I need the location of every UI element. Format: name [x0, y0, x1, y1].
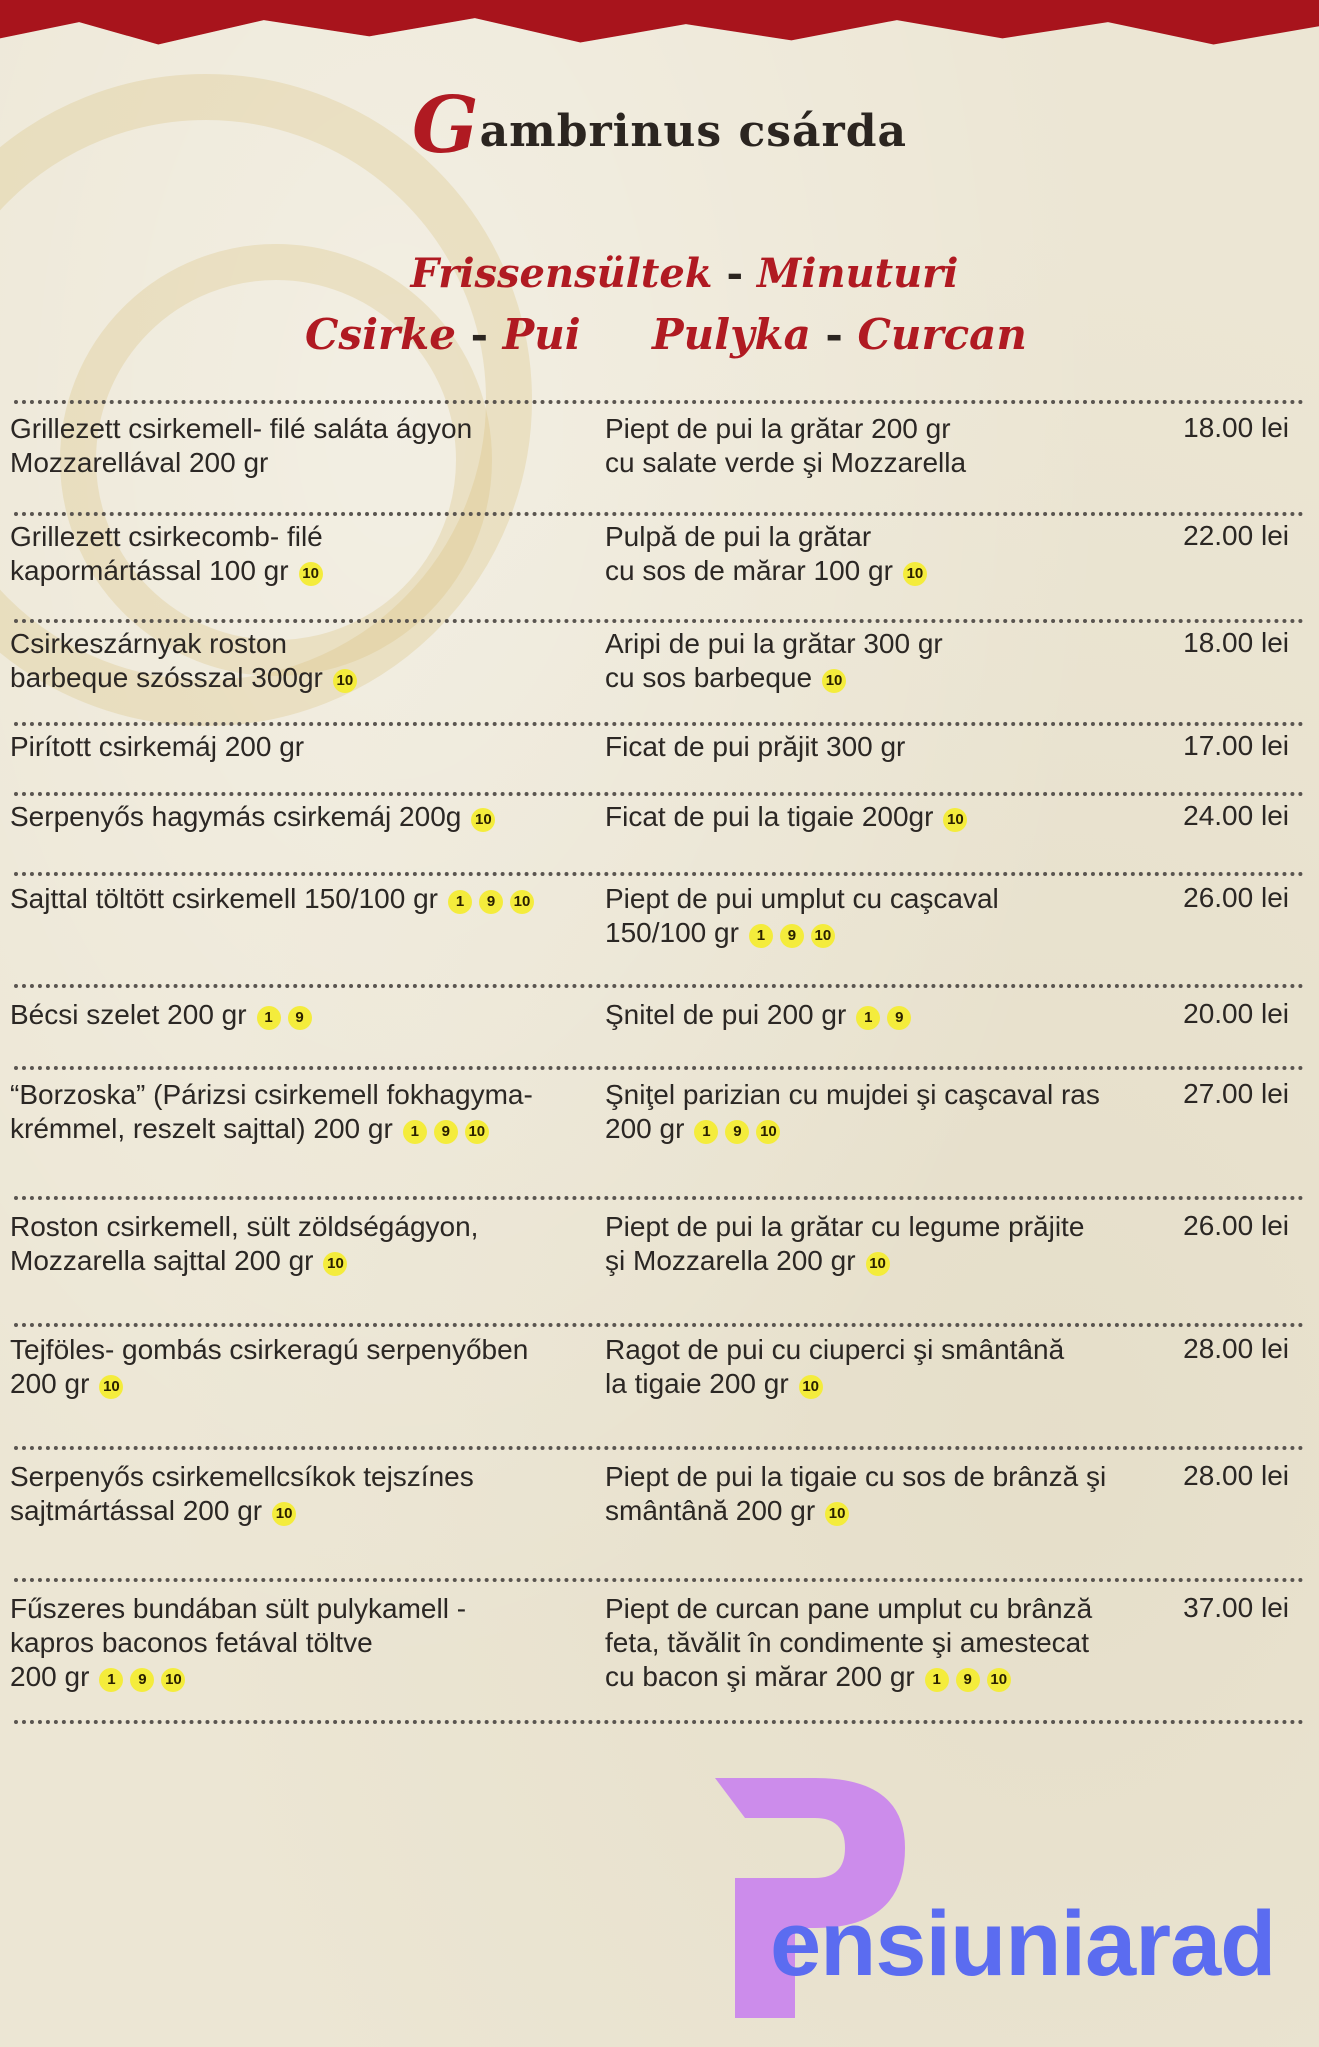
allergen-badges [925, 1662, 1018, 1696]
allergen-badges [749, 918, 842, 952]
item-price: 37.00 lei [1183, 1592, 1289, 1623]
allergen-badges [299, 556, 330, 590]
item-name-ro-line: Ficat de pui prăjit 300 gr [605, 731, 906, 762]
item-name-ro [605, 1592, 1150, 1696]
allergen-badge: 10 [471, 808, 495, 832]
dotted-separator [14, 1578, 1304, 1582]
allergen-badge: 10 [510, 890, 534, 914]
item-price: 22.00 lei [1183, 520, 1289, 551]
item-name-ro-line: Pulpă de pui la grătar [605, 521, 872, 552]
item-name-hu-line: 200 gr 10 [10, 1367, 580, 1403]
dotted-separator [14, 512, 1304, 516]
item-name-ro-line: feta, tăvălit în condimente şi amestecat [605, 1627, 1090, 1658]
allergen-badges [272, 1496, 303, 1530]
subheading-turkey: Pulyka - Curcan [652, 310, 1027, 359]
item-name-hu [10, 1592, 580, 1696]
item-name-hu [10, 882, 580, 918]
item-name-hu-line: kapormártással 100 gr 10 [10, 554, 580, 590]
item-name-hu [10, 800, 580, 836]
allergen-badges [943, 802, 974, 836]
allergen-badges [333, 663, 364, 697]
allergen-badge: 10 [299, 562, 323, 586]
allergen-badge: 9 [725, 1120, 749, 1144]
dotted-separator [14, 1323, 1304, 1327]
allergen-badge: 1 [749, 924, 773, 948]
item-name-ro-line: 150/100 gr 1 9 10 [605, 916, 1150, 952]
dotted-separator [14, 1446, 1304, 1450]
dotted-separator [14, 984, 1304, 988]
item-name-ro [605, 882, 1150, 952]
item-name-hu-line: barbeque szósszal 300gr 10 [10, 661, 580, 697]
restaurant-name-text: ambrinus csárda [479, 106, 907, 157]
item-price: 24.00 lei [1183, 800, 1289, 831]
item-price: 17.00 lei [1183, 730, 1289, 761]
allergen-badge: 1 [403, 1120, 427, 1144]
item-name-ro-line: Piept de curcan pane umplut cu brânză [605, 1593, 1093, 1624]
allergen-badges [799, 1369, 830, 1403]
dotted-separator [14, 1196, 1304, 1200]
item-name-ro-line: 200 gr 1 9 10 [605, 1112, 1150, 1148]
allergen-badges [257, 1000, 319, 1034]
item-name-ro-line: la tigaie 200 gr 10 [605, 1367, 1150, 1403]
allergen-badge: 1 [925, 1668, 949, 1692]
item-name-hu-line: Mozzarellával 200 gr [10, 447, 269, 478]
item-name-ro-line: smântână 200 gr 10 [605, 1494, 1150, 1530]
allergen-badge: 10 [822, 669, 846, 693]
allergen-badge: 10 [323, 1252, 347, 1276]
item-name-hu-line: “Borzoska” (Párizsi csirkemell fokhagyma- [10, 1079, 533, 1110]
item-name-ro-line: cu salate verde şi Mozzarella [605, 447, 967, 478]
item-name-ro [605, 627, 1150, 697]
item-name-ro [605, 730, 1150, 764]
item-name-hu [10, 1078, 580, 1148]
section-title-ro: Minuturi [756, 250, 959, 297]
item-name-hu-line: sajtmártással 200 gr 10 [10, 1494, 580, 1530]
dotted-separator [14, 792, 1304, 796]
item-name-ro-line: Piept de pui la tigaie cu sos de brânză şi [605, 1461, 1107, 1492]
item-price: 28.00 lei [1183, 1460, 1289, 1491]
item-name-hu [10, 1210, 580, 1280]
item-name-hu-line: kapros baconos fetával töltve [10, 1627, 373, 1658]
item-name-hu-line: Tejföles- gombás csirkeragú serpenyőben [10, 1334, 529, 1365]
allergen-badges [471, 802, 502, 836]
allergen-badge: 10 [161, 1668, 185, 1692]
item-name-hu-line: krémmel, reszelt sajttal) 200 gr 1 9 10 [10, 1112, 580, 1148]
section-title: Frissensültek - Minuturi [410, 250, 959, 297]
item-name-ro-line: cu bacon şi mărar 200 gr 1 9 10 [605, 1660, 1150, 1696]
item-price: 18.00 lei [1183, 412, 1289, 443]
allergen-badges [448, 884, 541, 918]
section-title-hu: Frissensültek [410, 250, 713, 297]
item-name-hu-line: Roston csirkemell, sült zöldségágyon, [10, 1211, 479, 1242]
item-name-hu-line: Mozzarella sajttal 200 gr 10 [10, 1244, 580, 1280]
item-name-hu [10, 520, 580, 590]
item-name-hu [10, 412, 580, 480]
item-name-hu-line: Grillezett csirkecomb- filé [10, 521, 323, 552]
allergen-badges [99, 1369, 130, 1403]
item-name-hu-line: Sajttal töltött csirkemell 150/100 gr 1 9 10 [10, 882, 580, 918]
allergen-badges [866, 1246, 897, 1280]
item-name-hu-line: Csirkeszárnyak roston [10, 628, 287, 659]
allergen-badge: 10 [799, 1375, 823, 1399]
item-name-ro-line: Piept de pui la grătar cu legume prăjite [605, 1211, 1085, 1242]
item-price: 26.00 lei [1183, 882, 1289, 913]
item-name-ro-line: Ficat de pui la tigaie 200gr 10 [605, 800, 1150, 836]
item-name-hu-line: Grillezett csirkemell- filé saláta ágyon [10, 413, 473, 444]
item-name-ro [605, 998, 1150, 1034]
dotted-separator [14, 872, 1304, 876]
item-price: 18.00 lei [1183, 627, 1289, 658]
item-name-ro-line: Şniţel parizian cu mujdei şi caşcaval ras [605, 1079, 1100, 1110]
allergen-badge: 9 [434, 1120, 458, 1144]
allergen-badges [903, 556, 934, 590]
allergen-badge: 9 [956, 1668, 980, 1692]
item-name-ro-line: Piept de pui la grătar 200 gr [605, 413, 951, 444]
item-name-hu-line: Serpenyős csirkemellcsíkok tejszínes [10, 1461, 474, 1492]
item-name-hu-line: Serpenyős hagymás csirkemáj 200g 10 [10, 800, 580, 836]
allergen-badge: 10 [811, 924, 835, 948]
item-name-hu [10, 730, 580, 764]
subheading-chicken: Csirke - Pui [305, 310, 581, 359]
restaurant-name [0, 80, 1319, 171]
item-name-ro [605, 1333, 1150, 1403]
allergen-badges [822, 663, 853, 697]
item-name-ro [605, 412, 1150, 480]
item-name-ro [605, 800, 1150, 836]
allergen-badge: 9 [887, 1006, 911, 1030]
allergen-badges [99, 1662, 192, 1696]
allergen-badge: 10 [756, 1120, 780, 1144]
item-name-hu [10, 1460, 580, 1530]
item-name-hu [10, 1333, 580, 1403]
allergen-badge: 1 [694, 1120, 718, 1144]
allergen-badge: 10 [333, 669, 357, 693]
allergen-badge: 10 [903, 562, 927, 586]
allergen-badges [403, 1114, 496, 1148]
allergen-badge: 10 [465, 1120, 489, 1144]
dotted-separator [14, 1720, 1304, 1724]
item-name-ro-line: Şnitel de pui 200 gr 1 9 [605, 998, 1150, 1034]
allergen-badge: 1 [99, 1668, 123, 1692]
item-price: 27.00 lei [1183, 1078, 1289, 1109]
item-name-hu [10, 998, 580, 1034]
dotted-separator [14, 619, 1304, 623]
item-name-hu-line: Pirított csirkemáj 200 gr [10, 731, 305, 762]
dotted-separator [14, 1066, 1304, 1070]
item-name-ro [605, 520, 1150, 590]
item-name-ro [605, 1078, 1150, 1148]
allergen-badge: 10 [943, 808, 967, 832]
item-name-hu [10, 627, 580, 697]
dotted-separator [14, 722, 1304, 726]
allergen-badge: 1 [856, 1006, 880, 1030]
item-name-ro-line: Ragot de pui cu ciuperci şi smântână [605, 1334, 1065, 1365]
allergen-badges [323, 1246, 354, 1280]
allergen-badge: 9 [479, 890, 503, 914]
item-name-hu-line: Bécsi szelet 200 gr 1 9 [10, 998, 580, 1034]
allergen-badges [856, 1000, 918, 1034]
item-name-hu-line: Fűszeres bundában sült pulykamell - [10, 1593, 467, 1624]
item-name-ro-line: şi Mozzarella 200 gr 10 [605, 1244, 1150, 1280]
item-name-ro-line: cu sos de mărar 100 gr 10 [605, 554, 1150, 590]
item-name-ro-line: Aripi de pui la grătar 300 gr [605, 628, 943, 659]
item-name-ro-line: cu sos barbeque 10 [605, 661, 1150, 697]
item-name-ro [605, 1210, 1150, 1280]
allergen-badge: 1 [448, 890, 472, 914]
allergen-badge: 10 [272, 1502, 296, 1526]
allergen-badge: 9 [780, 924, 804, 948]
item-price: 20.00 lei [1183, 998, 1289, 1029]
allergen-badge: 10 [825, 1502, 849, 1526]
item-price: 28.00 lei [1183, 1333, 1289, 1364]
allergen-badges [694, 1114, 787, 1148]
item-name-hu-line: 200 gr 1 9 10 [10, 1660, 580, 1696]
item-price: 26.00 lei [1183, 1210, 1289, 1241]
allergen-badge: 10 [866, 1252, 890, 1276]
allergen-badges [825, 1496, 856, 1530]
ornate-initial: G [412, 80, 480, 171]
allergen-badge: 10 [99, 1375, 123, 1399]
item-name-ro-line: Piept de pui umplut cu caşcaval [605, 883, 999, 914]
allergen-badge: 1 [257, 1006, 281, 1030]
dotted-separator [14, 400, 1304, 404]
item-name-ro [605, 1460, 1150, 1530]
allergen-badge: 10 [987, 1668, 1011, 1692]
allergen-badge: 9 [130, 1668, 154, 1692]
watermark-text: ensiuniarad [770, 1893, 1276, 1995]
allergen-badge: 9 [288, 1006, 312, 1030]
